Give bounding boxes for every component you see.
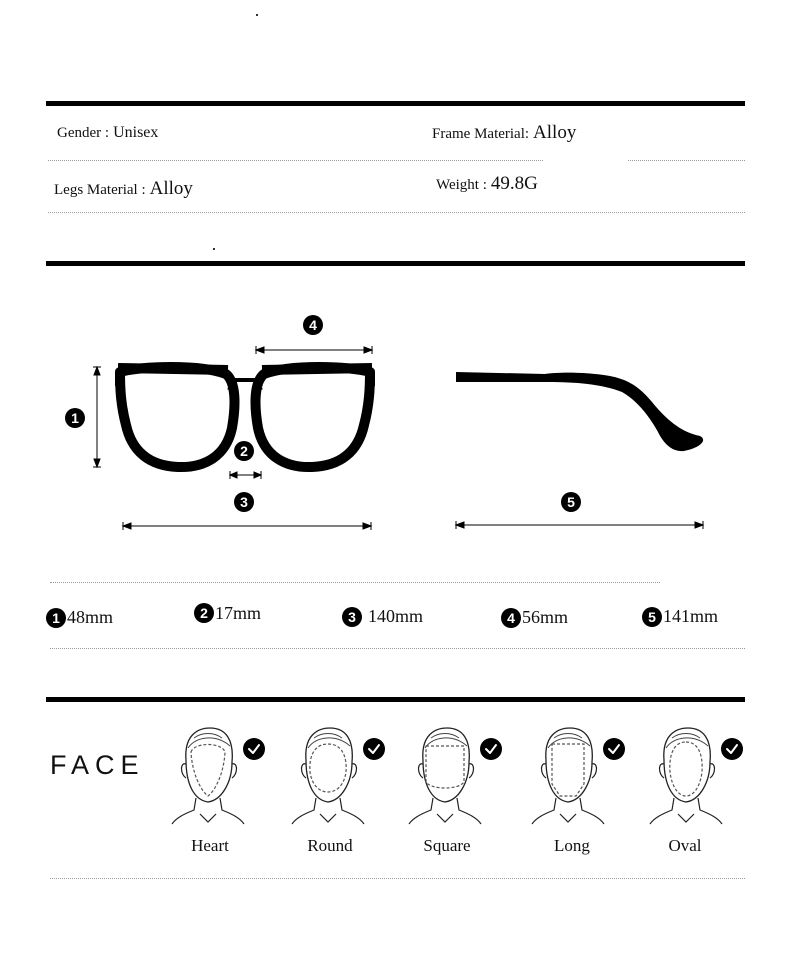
diagram-marker-1: 1 <box>65 408 85 428</box>
face-name-oval: Oval <box>668 836 702 855</box>
face-name-heart: Heart <box>191 836 229 855</box>
face-sketch-round-icon <box>292 728 364 824</box>
measure-value-4: 56mm <box>522 607 569 627</box>
weight-value: 49.8G <box>490 173 538 194</box>
measure-value-1: 48mm <box>67 607 114 627</box>
diagram-marker-2: 2 <box>234 441 254 461</box>
measure-marker-2: 2 <box>194 603 214 623</box>
check-icon <box>363 738 385 760</box>
measure-marker-5: 5 <box>642 607 662 627</box>
diagram-marker-5: 5 <box>561 492 581 512</box>
diagram-marker-3: 3 <box>234 492 254 512</box>
weight-label: Weight : <box>436 177 487 193</box>
check-icon <box>243 738 265 760</box>
face-divider-bottom <box>50 878 745 879</box>
face-sketch-long-icon <box>532 728 604 824</box>
measure-value-5: 141mm <box>663 606 719 626</box>
gender-label: Gender : <box>57 125 110 141</box>
legs-material-label: Legs Material : <box>54 182 146 198</box>
check-icon <box>480 738 502 760</box>
measure-marker-4: 4 <box>501 608 521 628</box>
face-name-long: Long <box>554 836 590 855</box>
face-name-square: Square <box>423 836 471 855</box>
legs-material-value: Alloy <box>149 178 193 199</box>
check-icon <box>603 738 625 760</box>
measure-value-2: 17mm <box>215 603 262 623</box>
face-name-round: Round <box>307 836 353 855</box>
face-sketch-square-icon <box>409 728 481 824</box>
face-sketch-oval-icon <box>650 728 722 824</box>
measure-marker-1: 1 <box>46 608 66 628</box>
diagram-marker-4: 4 <box>303 315 323 335</box>
frame-material-label: Frame Material: <box>432 126 530 142</box>
measure-marker-3: 3 <box>342 607 362 627</box>
face-title: FACE <box>50 750 145 780</box>
check-icon <box>721 738 743 760</box>
gender-value: Unisex <box>113 124 159 141</box>
measure-value-3: 140mm <box>368 606 424 626</box>
frame-material-value: Alloy <box>533 122 577 143</box>
face-sketch-heart-icon <box>172 728 244 824</box>
